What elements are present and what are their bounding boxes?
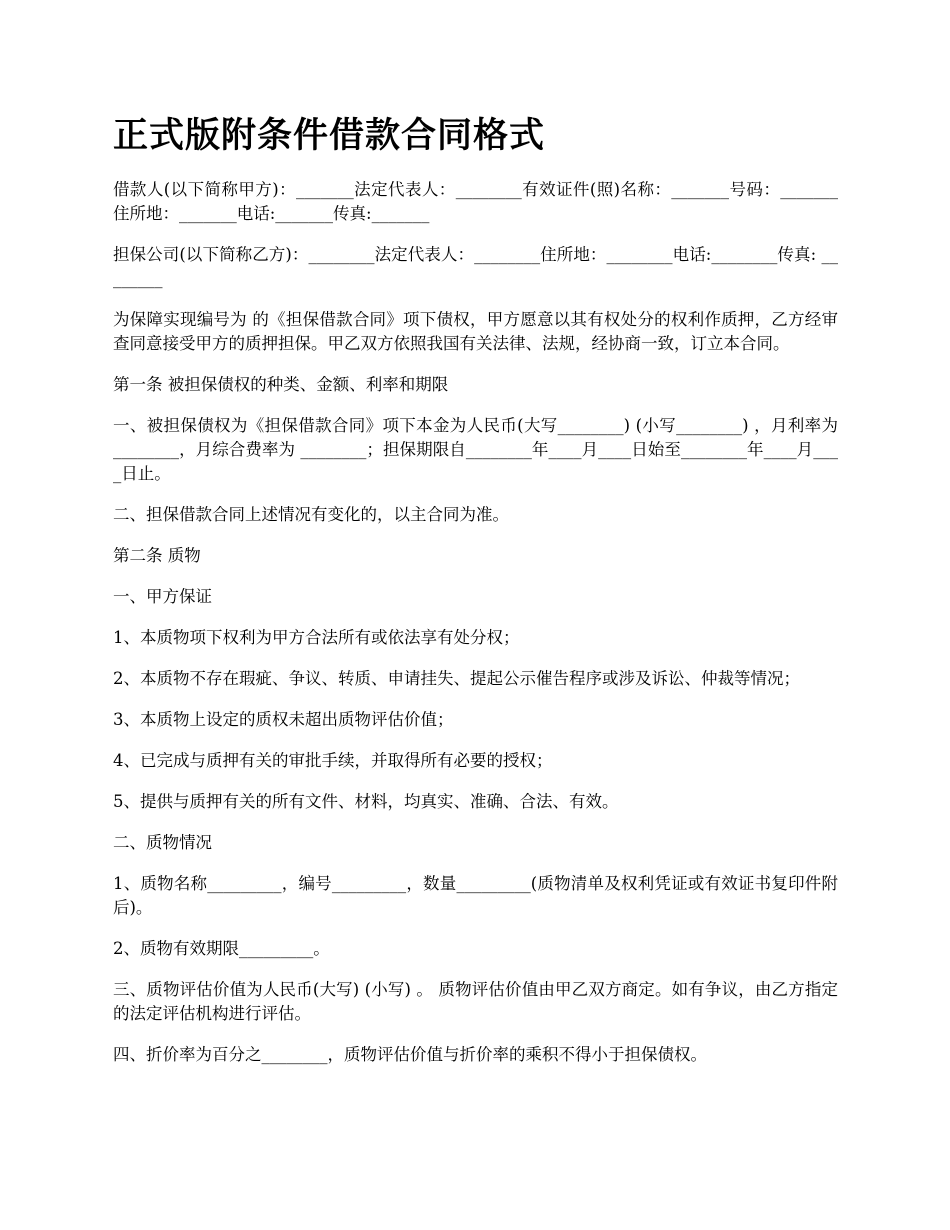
document-page	[113, 108, 838, 1084]
article-1-clause-2: 二、担保借款合同上述情况有变化的，以主合同为准。	[113, 505, 509, 524]
article-2-section-1: 一、甲方保证	[113, 587, 212, 606]
paragraph-preamble: 为保障实现编号为 的《担保借款合同》项下债权，甲方愿意以其有权处分的权利作质押，乙方经审查同意接受甲方的质押担保。甲乙双方依照我国有关法律、法规，经协商一致，订立本合同。	[113, 310, 838, 353]
warranty-item-3: 3、本质物上设定的质权未超出质物评估价值；	[113, 710, 454, 729]
warranty-item-1: 1、本质物项下权利为甲方合法所有或依法享有处分权；	[113, 628, 520, 647]
article-2-section-4: 四、折价率为百分之________，质物评估价值与折价率的乘积不得小于担保债权。	[113, 1045, 707, 1064]
warranty-item-5: 5、提供与质押有关的所有文件、材料，均真实、准确、合法、有效。	[113, 792, 619, 811]
paragraph-guarantor-info: 担保公司(以下简称乙方)：________法定代表人：________住所地：________电话:________传真: ________	[113, 245, 838, 288]
pledge-detail-item-1: 1、质物名称_________，编号_________，数量_________(质物清单及权利凭证或有效证书复印件附后)。	[113, 874, 838, 917]
warranty-item-2: 2、本质物不存在瑕疵、争议、转质、申请挂失、提起公示催告程序或涉及诉讼、仲裁等情况；	[113, 669, 800, 688]
paragraph-borrower-info: 借款人(以下简称甲方)：_______法定代表人：________有效证件(照)名称：_______号码：_______住所地：_______电话:_______传真:_______	[113, 180, 838, 223]
article-2-heading: 第二条 质物	[113, 546, 201, 565]
warranty-item-4: 4、已完成与质押有关的审批手续，并取得所有必要的授权；	[113, 751, 553, 770]
article-2-section-3: 三、质物评估价值为人民币(大写) (小写) 。 质物评估价值由甲乙双方商定。如有争议，由乙方指定的法定评估机构进行评估。	[113, 980, 838, 1023]
article-1-clause-1: 一、被担保债权为《担保借款合同》项下本金为人民币(大写________) (小写________) ，月利率为 ________，月综合费率为 ________；担保期限自________年____月____日始至________年____月____日止。	[113, 416, 838, 483]
article-2-section-2: 二、质物情况	[113, 833, 212, 852]
document-title: 正式版附条件借款合同格式	[113, 116, 546, 156]
article-1-heading: 第一条 被担保债权的种类、金额、利率和期限	[113, 375, 449, 394]
pledge-detail-item-2: 2、质物有效期限_________。	[113, 939, 330, 958]
